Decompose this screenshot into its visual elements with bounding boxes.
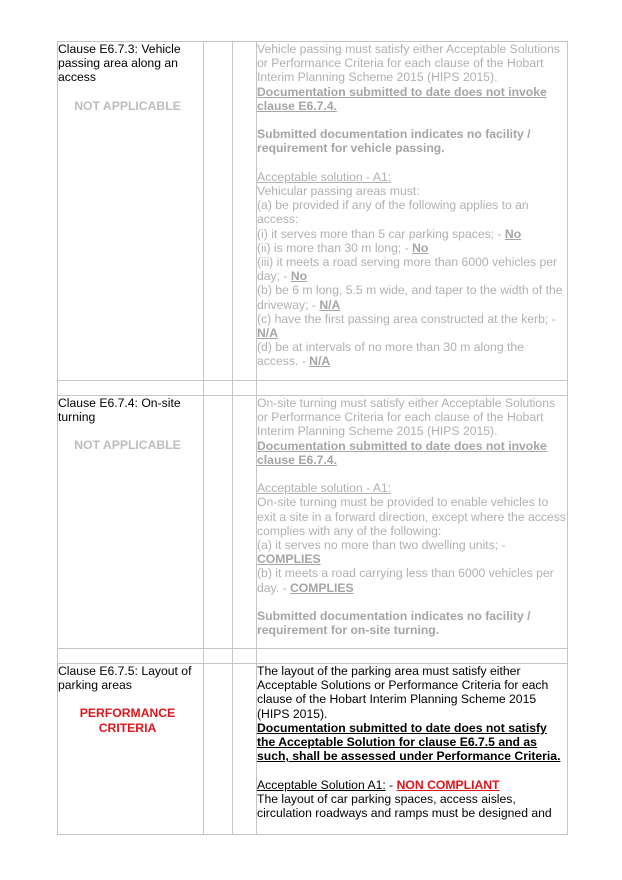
status-badge: PERFORMANCE CRITERIA	[79, 706, 176, 735]
intro-text: On-site turning must satisfy either Acceptable Solutions or Performance Criteria for each clause of the Hobart Interim Planning Scheme 2015 (HIPS 2015).	[257, 396, 556, 439]
acceptable-solution-lead: On-site turning must be provided to enable vehicles to exit a site in a forward direction, except where the access complies with any of the following:	[257, 495, 566, 538]
clause-title: Clause E6.7.5: Layout of parking areas	[58, 664, 192, 693]
empty-cell	[233, 396, 257, 649]
clause-title: Clause E6.7.3: Vehicle passing area along an access	[58, 42, 181, 85]
empty-cell	[204, 42, 233, 381]
assessment-cell	[257, 396, 568, 649]
table-row	[58, 42, 568, 381]
spacer-row	[58, 381, 568, 396]
assessment-cell	[257, 42, 568, 381]
criterion-result: COMPLIES	[289, 580, 354, 595]
note-text: Submitted documentation indicates no facility / requirement for on-site turning.	[257, 609, 531, 638]
criterion-item: (b) be 6 m long, 5.5 m wide, and taper to the width of the driveway; - N/A	[257, 283, 563, 312]
criterion-result: COMPLIES	[257, 552, 321, 567]
finding-text: Documentation submitted to date does not invoke clause E6.7.4.	[257, 84, 547, 113]
criterion-item: (ii) is more than 30 m long; - No	[257, 240, 429, 255]
clause-cell	[58, 664, 204, 835]
spacer-row	[58, 649, 568, 664]
criterion-result: N/A	[257, 326, 278, 341]
compliance-result: NON COMPLIANT	[396, 777, 500, 792]
clause-cell	[58, 396, 204, 649]
status-badge: NOT APPLICABLE	[74, 438, 181, 453]
acceptable-solution-heading: Acceptable solution - A1:	[257, 481, 392, 496]
acceptable-solution-heading: Acceptable solution - A1:	[257, 169, 392, 184]
criterion-item: (c) have the first passing area constructed at the kerb; - N/A	[257, 311, 556, 341]
assessment-cell	[257, 664, 568, 835]
note-text: Submitted documentation indicates no facility / requirement for vehicle passing.	[257, 127, 531, 156]
clause-assessment-table	[57, 41, 568, 835]
empty-cell	[204, 396, 233, 649]
criterion-result: N/A	[319, 297, 341, 312]
criterion-item: (a) it serves no more than two dwelling units; - COMPLIES	[257, 538, 506, 567]
clause-cell	[58, 42, 204, 381]
criterion-result: No	[290, 269, 308, 284]
clause-title: Clause E6.7.4: On-site turning	[58, 396, 181, 425]
empty-cell	[204, 664, 233, 835]
criterion-result: N/A	[309, 354, 331, 369]
criterion-item: (d) be at intervals of no more than 30 m along the access. - N/A	[257, 340, 524, 369]
intro-text: The layout of the parking area must satisfy either Acceptable Solutions or Performance Criteria for each clause of the Hobart Interim Planning Scheme 2015 (HIPS 2015).	[257, 664, 549, 721]
acceptable-solution-line: Acceptable Solution A1: - NON COMPLIANT	[257, 777, 500, 792]
criterion-result: No	[504, 226, 522, 241]
acceptable-solution-lead: The layout of car parking spaces, access aisles, circulation roadways and ramps must be designed and	[257, 791, 552, 821]
criterion-item: (iii) it meets a road serving more than 6000 vehicles per day; - No	[257, 255, 558, 284]
finding-text: Documentation submitted to date does not invoke clause E6.7.4.	[257, 438, 547, 467]
finding-text: Documentation submitted to date does not satisfy the Acceptable Solution for clause E6.7.5 and as such, shall be assessed under Performance Criteria.	[257, 720, 561, 764]
criterion-item: (a) be provided if any of the following applies to an access:	[257, 198, 529, 227]
empty-cell	[233, 42, 257, 381]
table-row	[58, 664, 568, 835]
acceptable-solution-heading: Acceptable Solution A1:	[257, 777, 386, 792]
empty-cell	[233, 664, 257, 835]
criterion-item: (i) it serves more than 5 car parking spaces; - No	[257, 226, 522, 241]
criterion-result: No	[412, 240, 429, 255]
intro-text: Vehicle passing must satisfy either Acceptable Solutions or Performance Criteria for each clause of the Hobart Interim Planning Scheme 2015 (HIPS 2015).	[257, 42, 560, 85]
table-row	[58, 396, 568, 649]
status-badge: NOT APPLICABLE	[74, 98, 181, 113]
criterion-item: (b) it meets a road carrying less than 6000 vehicles per day. - COMPLIES	[257, 566, 554, 595]
acceptable-solution-lead: Vehicular passing areas must:	[257, 184, 420, 198]
